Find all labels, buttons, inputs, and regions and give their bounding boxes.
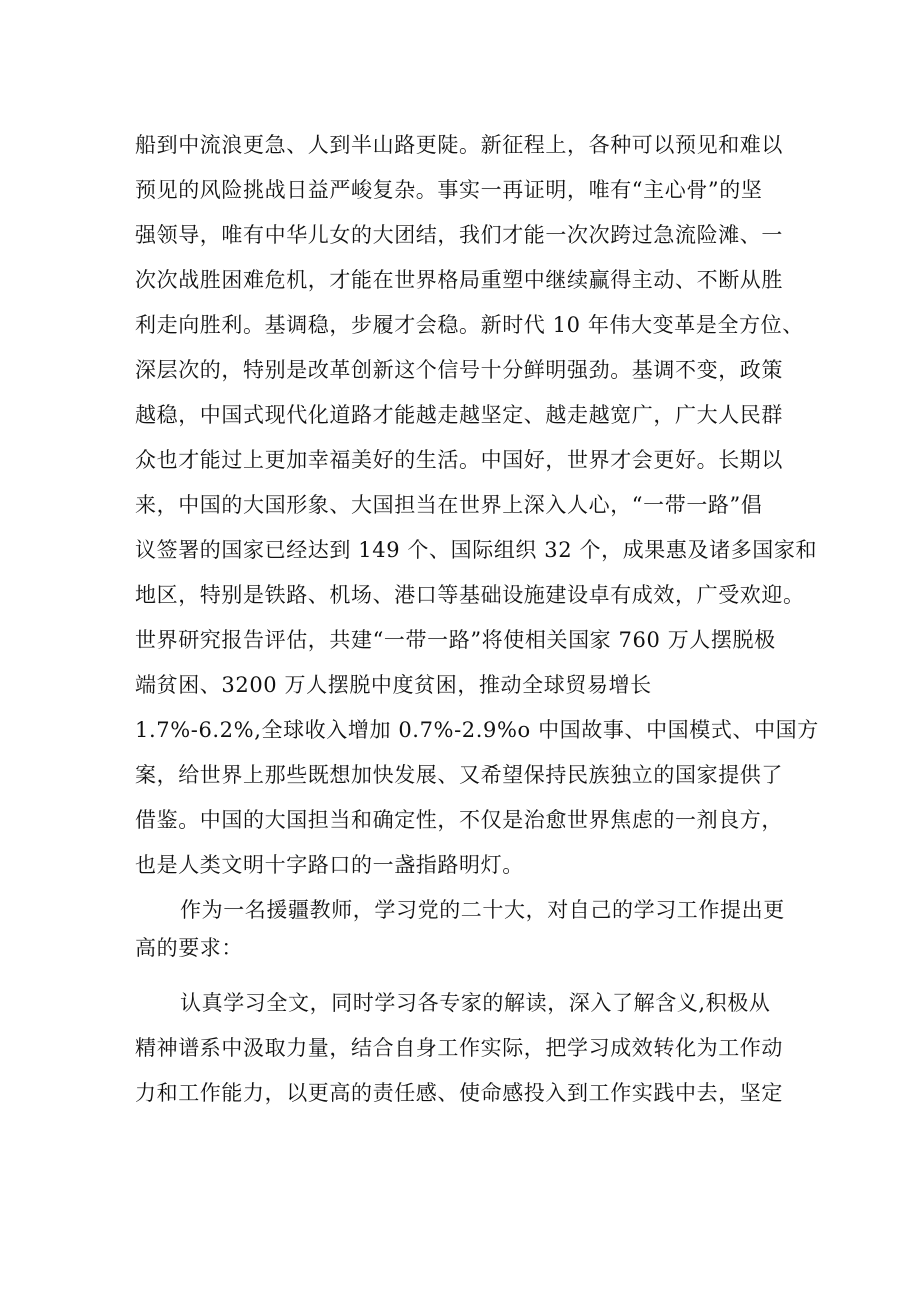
text-line: 来，中国的大国形象、大国担当在世界上深入人心，“一带一路”倡	[135, 493, 763, 517]
text-line: 1.7%-6.2%,全球收入增加 0.7%-2.9%o 中国故事、中国模式、中国方	[135, 718, 819, 742]
text-line: 预见的风险挑战日益严峻复杂。事实一再证明，唯有“主心骨”的坚	[135, 178, 763, 202]
text-line: 世界研究报告评估，共建“一带一路”将使相关国家 760 万人摆脱极	[135, 628, 776, 652]
text-line: 端贫困、3200 万人摆脱中度贫困，推动全球贸易增长	[135, 673, 652, 697]
text-line: 利走向胜利。基调稳，步履才会稳。新时代 10 年伟大变革是全方位、	[135, 313, 804, 337]
text-line: 高的要求：	[135, 936, 243, 960]
text-line: 深层次的，特别是改革创新这个信号十分鲜明强劲。基调不变，政策	[135, 358, 783, 382]
text-line: 也是人类文明十字路口的一盏指路明灯。	[135, 853, 524, 877]
text-line: 强领导，唯有中华儿女的大团结，我们才能一次次跨过急流险滩、一	[135, 223, 783, 247]
text-line: 作为一名援疆教师，学习党的二十大，对自己的学习工作提出更	[180, 898, 785, 922]
text-line: 地区，特别是铁路、机场、港口等基础设施建设卓有成效，广受欢迎。	[135, 583, 805, 607]
text-line: 借鉴。中国的大国担当和确定性，不仅是治愈世界焦虑的一剂良方，	[135, 808, 783, 832]
text-line: 船到中流浪更急、人到半山路更陡。新征程上，各种可以预见和难以	[135, 133, 783, 157]
text-line: 议签署的国家已经达到 149 个、国际组织 32 个，成果惠及诸多国家和	[135, 538, 818, 562]
text-line: 众也才能过上更加幸福美好的生活。中国好，世界才会更好。长期以	[135, 448, 783, 472]
text-line: 次次战胜困难危机，才能在世界格局重塑中继续赢得主动、不断从胜	[135, 268, 783, 292]
text-line: 案，给世界上那些既想加快发展、又希望保持民族独立的国家提供了	[135, 763, 783, 787]
text-line: 力和工作能力，以更高的责任感、使命感投入到工作实践中去，坚定	[135, 1081, 783, 1105]
text-line: 认真学习全文，同时学习各专家的解读，深入了解含义,积极从	[180, 991, 771, 1015]
text-line: 精神谱系中汲取力量，结合自身工作实际，把学习成效转化为工作动	[135, 1036, 783, 1060]
text-line: 越稳，中国式现代化道路才能越走越坚定、越走越宽广，广大人民群	[135, 403, 783, 427]
